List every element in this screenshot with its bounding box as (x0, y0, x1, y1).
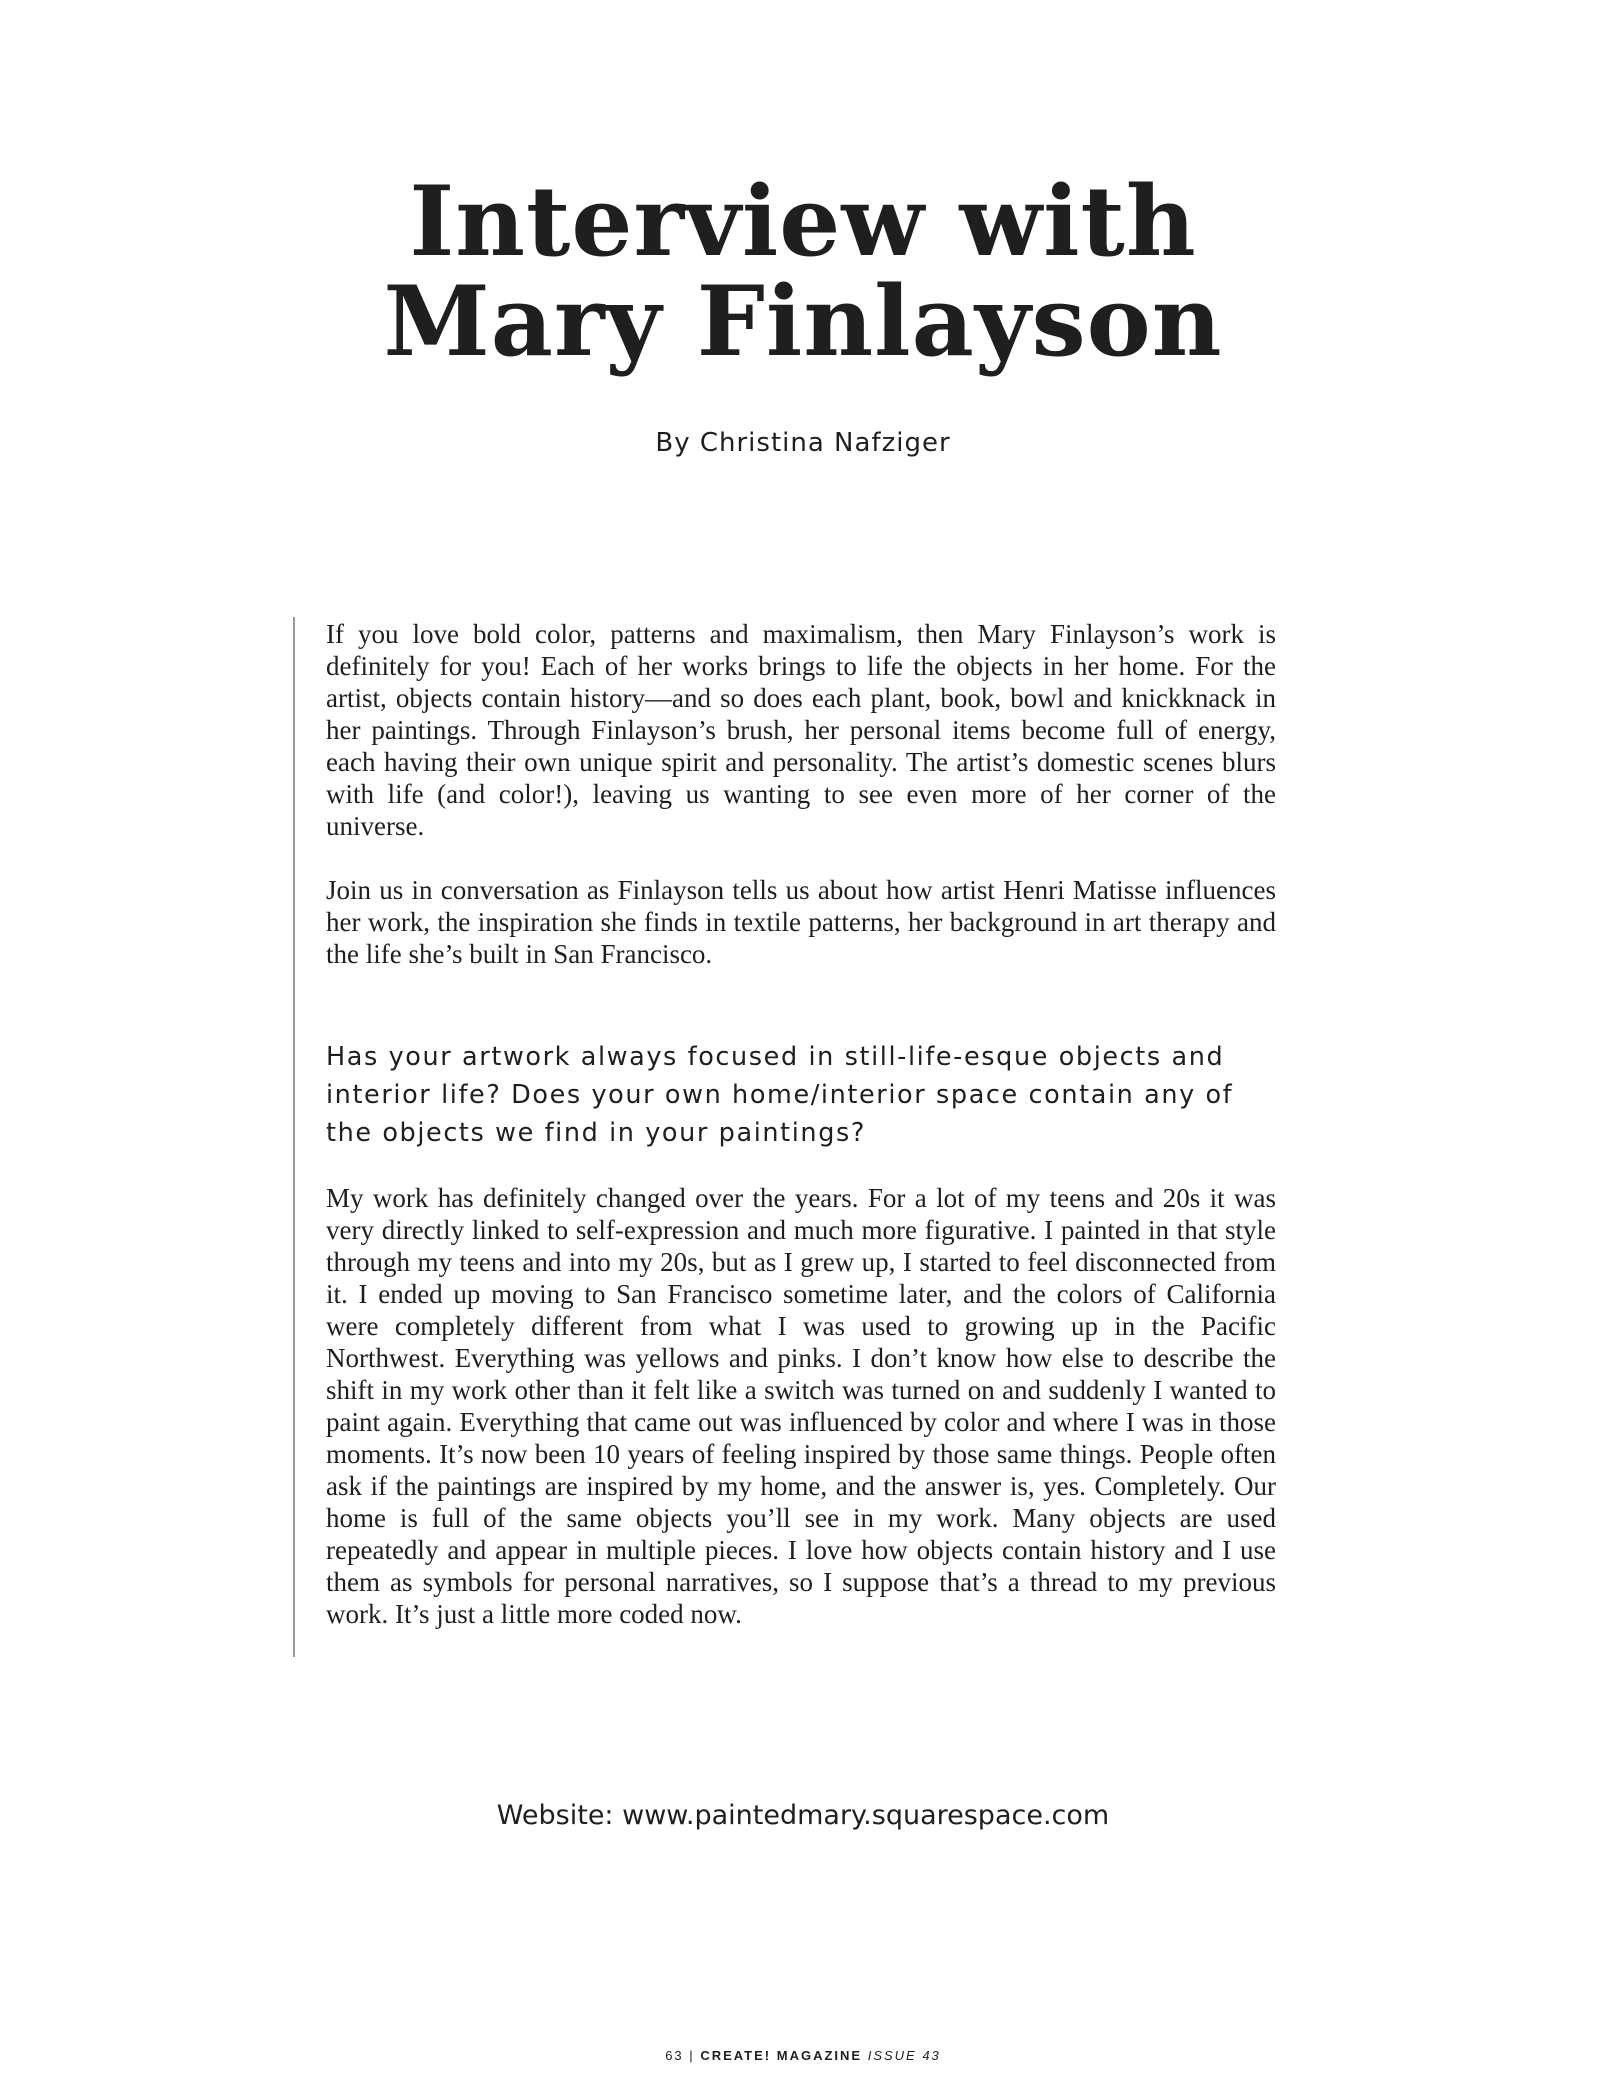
magazine-name: CREATE! MAGAZINE (700, 2048, 863, 2063)
article-title-line-1: Interview with (409, 165, 1197, 278)
page-number: 63 (665, 2048, 684, 2063)
article-title (0, 165, 1606, 378)
byline: By Christina Nafziger (655, 428, 951, 458)
intro-paragraph-2: Join us in conversation as Finlayson tells us about how artist Henri Matisse influences her work, the inspiration she finds in textile patterns, her background in art therapy and the life she’s built in San Francisco. (326, 875, 1276, 969)
article-body (326, 618, 1276, 1630)
footer-separator: | (689, 2048, 695, 2063)
left-vertical-rule (293, 617, 295, 1657)
issue-number: ISSUE 43 (867, 2048, 941, 2063)
intro-paragraph-1: If you love bold color, patterns and maximalism, then Mary Finlayson’s work is definitely for you! Each of her works brings to life the objects in her home. For the artist, objects contain history—and so does each plant, book, bowl and knickknack in her paintings. Through Finlayson’s brush, her personal items become full of energy, each having their own unique spirit and personality. The artist’s domestic scenes blurs with life (and color!), leaving us wanting to see even more of her corner of the universe. (326, 619, 1276, 841)
article-title-line-2: Mary Finlayson (383, 265, 1223, 378)
interview-question: Has your artwork always focused in still-life-esque objects and interior life? Does your own home/interior space contain any of the objects we find in your paintings? (326, 1042, 1234, 1148)
interview-answer: My work has definitely changed over the years. For a lot of my teens and 20s it was very directly linked to self-expression and much more figurative. I painted in that style through my teens and into my 20s, but as I grew up, I started to feel disconnected from it. I ended up moving to San Francisco sometime later, and the colors of California were completely different from what I was used to growing up in the Pacific Northwest. Everything was yellows and pinks. I don’t know how else to describe the shift in my work other than it felt like a switch was turned on and suddenly I wanted to paint again. Everything that came out was influenced by color and where I was in those moments. It’s now been 10 years of feeling inspired by those same things. People often ask if the paintings are inspired by my home, and the answer is, yes. Completely. Our home is full of the same objects you’ll see in my work. Many objects are used repeatedly and appear in multiple pieces. I love how objects contain history and I use them as symbols for personal narratives, so I suppose that’s a thread to my previous work. It’s just a little more coded now. (326, 1183, 1276, 1629)
page-footer (0, 2048, 1606, 2063)
website-link[interactable]: Website: www.paintedmary.squarespace.com (496, 1800, 1110, 1831)
